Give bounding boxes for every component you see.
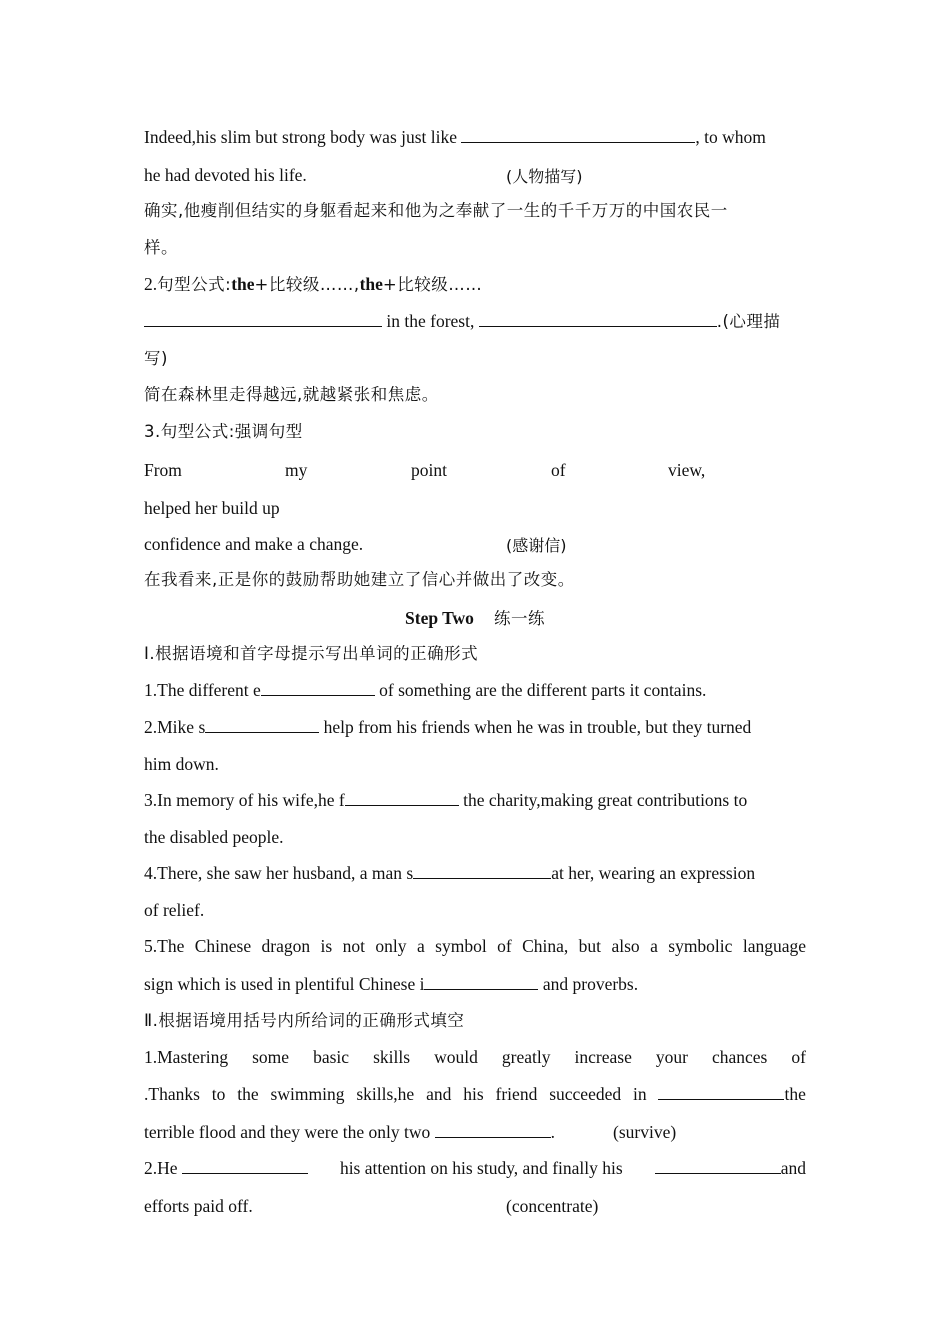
answer-blank[interactable] [182,1159,308,1174]
s1-line1: Indeed,his slim but strong body was just like , to whom [144,127,766,147]
s3-line3: confidence and make a change. [144,534,364,554]
s2-heading: 2.句型公式:the+比较级……,the+比较级…… [144,274,483,294]
part2-q1: 1.Mastering some basic skills would greatly increase your chances of [144,1047,806,1067]
part2-q1-tag: (survive) [613,1122,677,1142]
answer-blank[interactable] [205,718,319,733]
s3-line2: helped her build up [144,498,280,518]
s3-word-of: of [551,460,566,480]
part2-q2-cont: efforts paid off. [144,1196,253,1216]
part1-q3-cont: the disabled people. [144,827,284,847]
part1-q5-cont: sign which is used in plentiful Chinese i and proverbs. [144,974,639,994]
answer-blank[interactable] [413,864,551,879]
s2-line: in the forest, .(心理描 [144,310,806,333]
part2-q2-tag: (concentrate) [506,1196,599,1216]
answer-blank[interactable] [435,1123,551,1138]
part1-heading: Ⅰ.根据语境和首字母提示写出单词的正确形式 [144,644,479,663]
part1-q3: 3.In memory of his wife,he f the charity,making great contributions to [144,790,748,810]
part1-q1: 1.The different e of something are the different parts it contains. [144,680,707,700]
s3-chinese: 在我看来,正是你的鼓励帮助她建立了信心并做出了改变。 [144,570,575,589]
s3-word-point: point [411,460,447,480]
answer-blank[interactable] [144,312,382,327]
answer-blank[interactable] [655,1159,781,1174]
part1-q2-cont: him down. [144,754,219,774]
answer-blank[interactable] [424,975,538,990]
s3-word-from: From [144,460,182,480]
part2-heading: Ⅱ.根据语境用括号内所给词的正确形式填空 [144,1011,465,1030]
part2-q1-cont: .Thanks to the swimming skills,he and his friend succeeded in the [144,1084,806,1104]
part1-q4: 4.There, she saw her husband, a man s at her, wearing an expression [144,863,756,883]
answer-blank[interactable] [461,128,695,143]
part1-q2: 2.Mike s help from his friends when he was in trouble, but they turned [144,717,752,737]
s1-chinese-1: 确实,他瘦削但结实的身躯看起来和他为之奉献了一生的千千万万的中国农民一 [144,201,728,220]
answer-blank[interactable] [479,312,717,327]
s1-chinese-2: 样。 [144,238,178,257]
part2-q1-cont2: terrible flood and they were the only two . [144,1122,555,1142]
part2-q2: 2.He his attention on his study, and finally his and [144,1158,806,1178]
s3-tag: (感谢信) [506,536,567,555]
s3-word-my: my [285,460,308,480]
s1-line2: he had devoted his life. [144,165,307,185]
s2-chinese: 简在森林里走得越远,就越紧张和焦虑。 [144,385,439,404]
answer-blank[interactable] [345,791,459,806]
part1-q5: 5.The Chinese dragon is not only a symbol of China, but also a symbolic language [144,936,806,956]
s2-line2: 写) [144,349,168,368]
s1-tag: (人物描写) [506,167,583,186]
s3-heading: 3.句型公式:强调句型 [144,422,303,441]
answer-blank[interactable] [658,1085,784,1100]
part1-q4-cont: of relief. [144,900,205,920]
s3-word-view: view, [668,460,706,480]
step-heading: Step Two 练一练 [405,608,545,628]
answer-blank[interactable] [261,681,375,696]
